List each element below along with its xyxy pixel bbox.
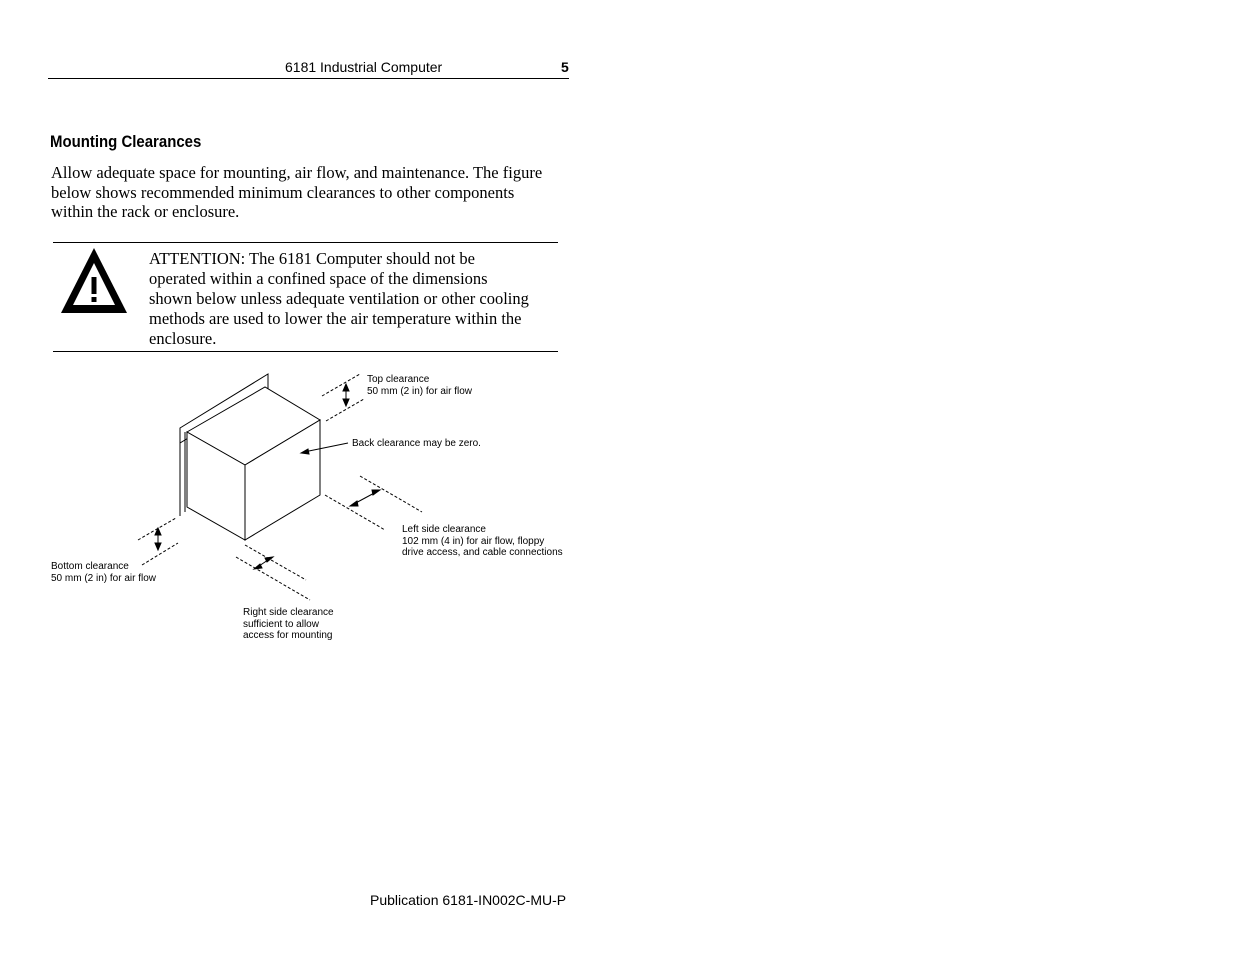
body-line: below shows recommended minimum clearances to other components bbox=[51, 182, 515, 202]
bottom-clearance-dimension bbox=[138, 518, 178, 565]
attention-line: methods are used to lower the air temperature within the bbox=[149, 308, 522, 328]
top-clearance-dimension bbox=[322, 374, 364, 421]
bottom-clearance-detail: 50 mm (2 in) for air flow bbox=[51, 573, 157, 584]
body-line: Allow adequate space for mounting, air flow, and maintenance. The figure bbox=[51, 163, 543, 182]
computer-box bbox=[187, 387, 320, 540]
page-number: 5 bbox=[561, 59, 569, 75]
left-side-clearance-detail: 102 mm (4 in) for air flow, floppy bbox=[402, 536, 545, 547]
right-side-clearance-detail: access for mounting bbox=[243, 630, 333, 641]
attention-line: ATTENTION: The 6181 Computer should not be bbox=[149, 249, 475, 268]
attention-line: operated within a confined space of the dimensions bbox=[149, 268, 488, 288]
back-clearance-label: Back clearance may be zero. bbox=[352, 438, 481, 449]
section-heading: Mounting Clearances bbox=[50, 132, 202, 151]
right-side-clearance-detail: sufficient to allow bbox=[243, 619, 319, 630]
running-header-title: 6181 Industrial Computer bbox=[285, 59, 443, 75]
left-side-clearance-detail: drive access, and cable connections bbox=[402, 547, 563, 558]
left-side-clearance-label: Left side clearance bbox=[402, 524, 486, 535]
attention-line: shown below unless adequate ventilation or other cooling bbox=[149, 288, 529, 308]
top-clearance-label: Top clearance bbox=[367, 374, 430, 385]
bottom-clearance-label: Bottom clearance bbox=[51, 561, 129, 572]
left-side-clearance-dimension bbox=[325, 476, 422, 530]
publication-footer: Publication 6181-IN002C-MU-P bbox=[370, 892, 567, 908]
body-line: within the rack or enclosure. bbox=[51, 202, 240, 222]
right-side-clearance-dimension bbox=[236, 545, 310, 600]
top-clearance-detail: 50 mm (2 in) for air flow bbox=[367, 386, 473, 397]
attention-line: enclosure. bbox=[149, 328, 217, 348]
right-side-clearance-label: Right side clearance bbox=[243, 607, 334, 618]
